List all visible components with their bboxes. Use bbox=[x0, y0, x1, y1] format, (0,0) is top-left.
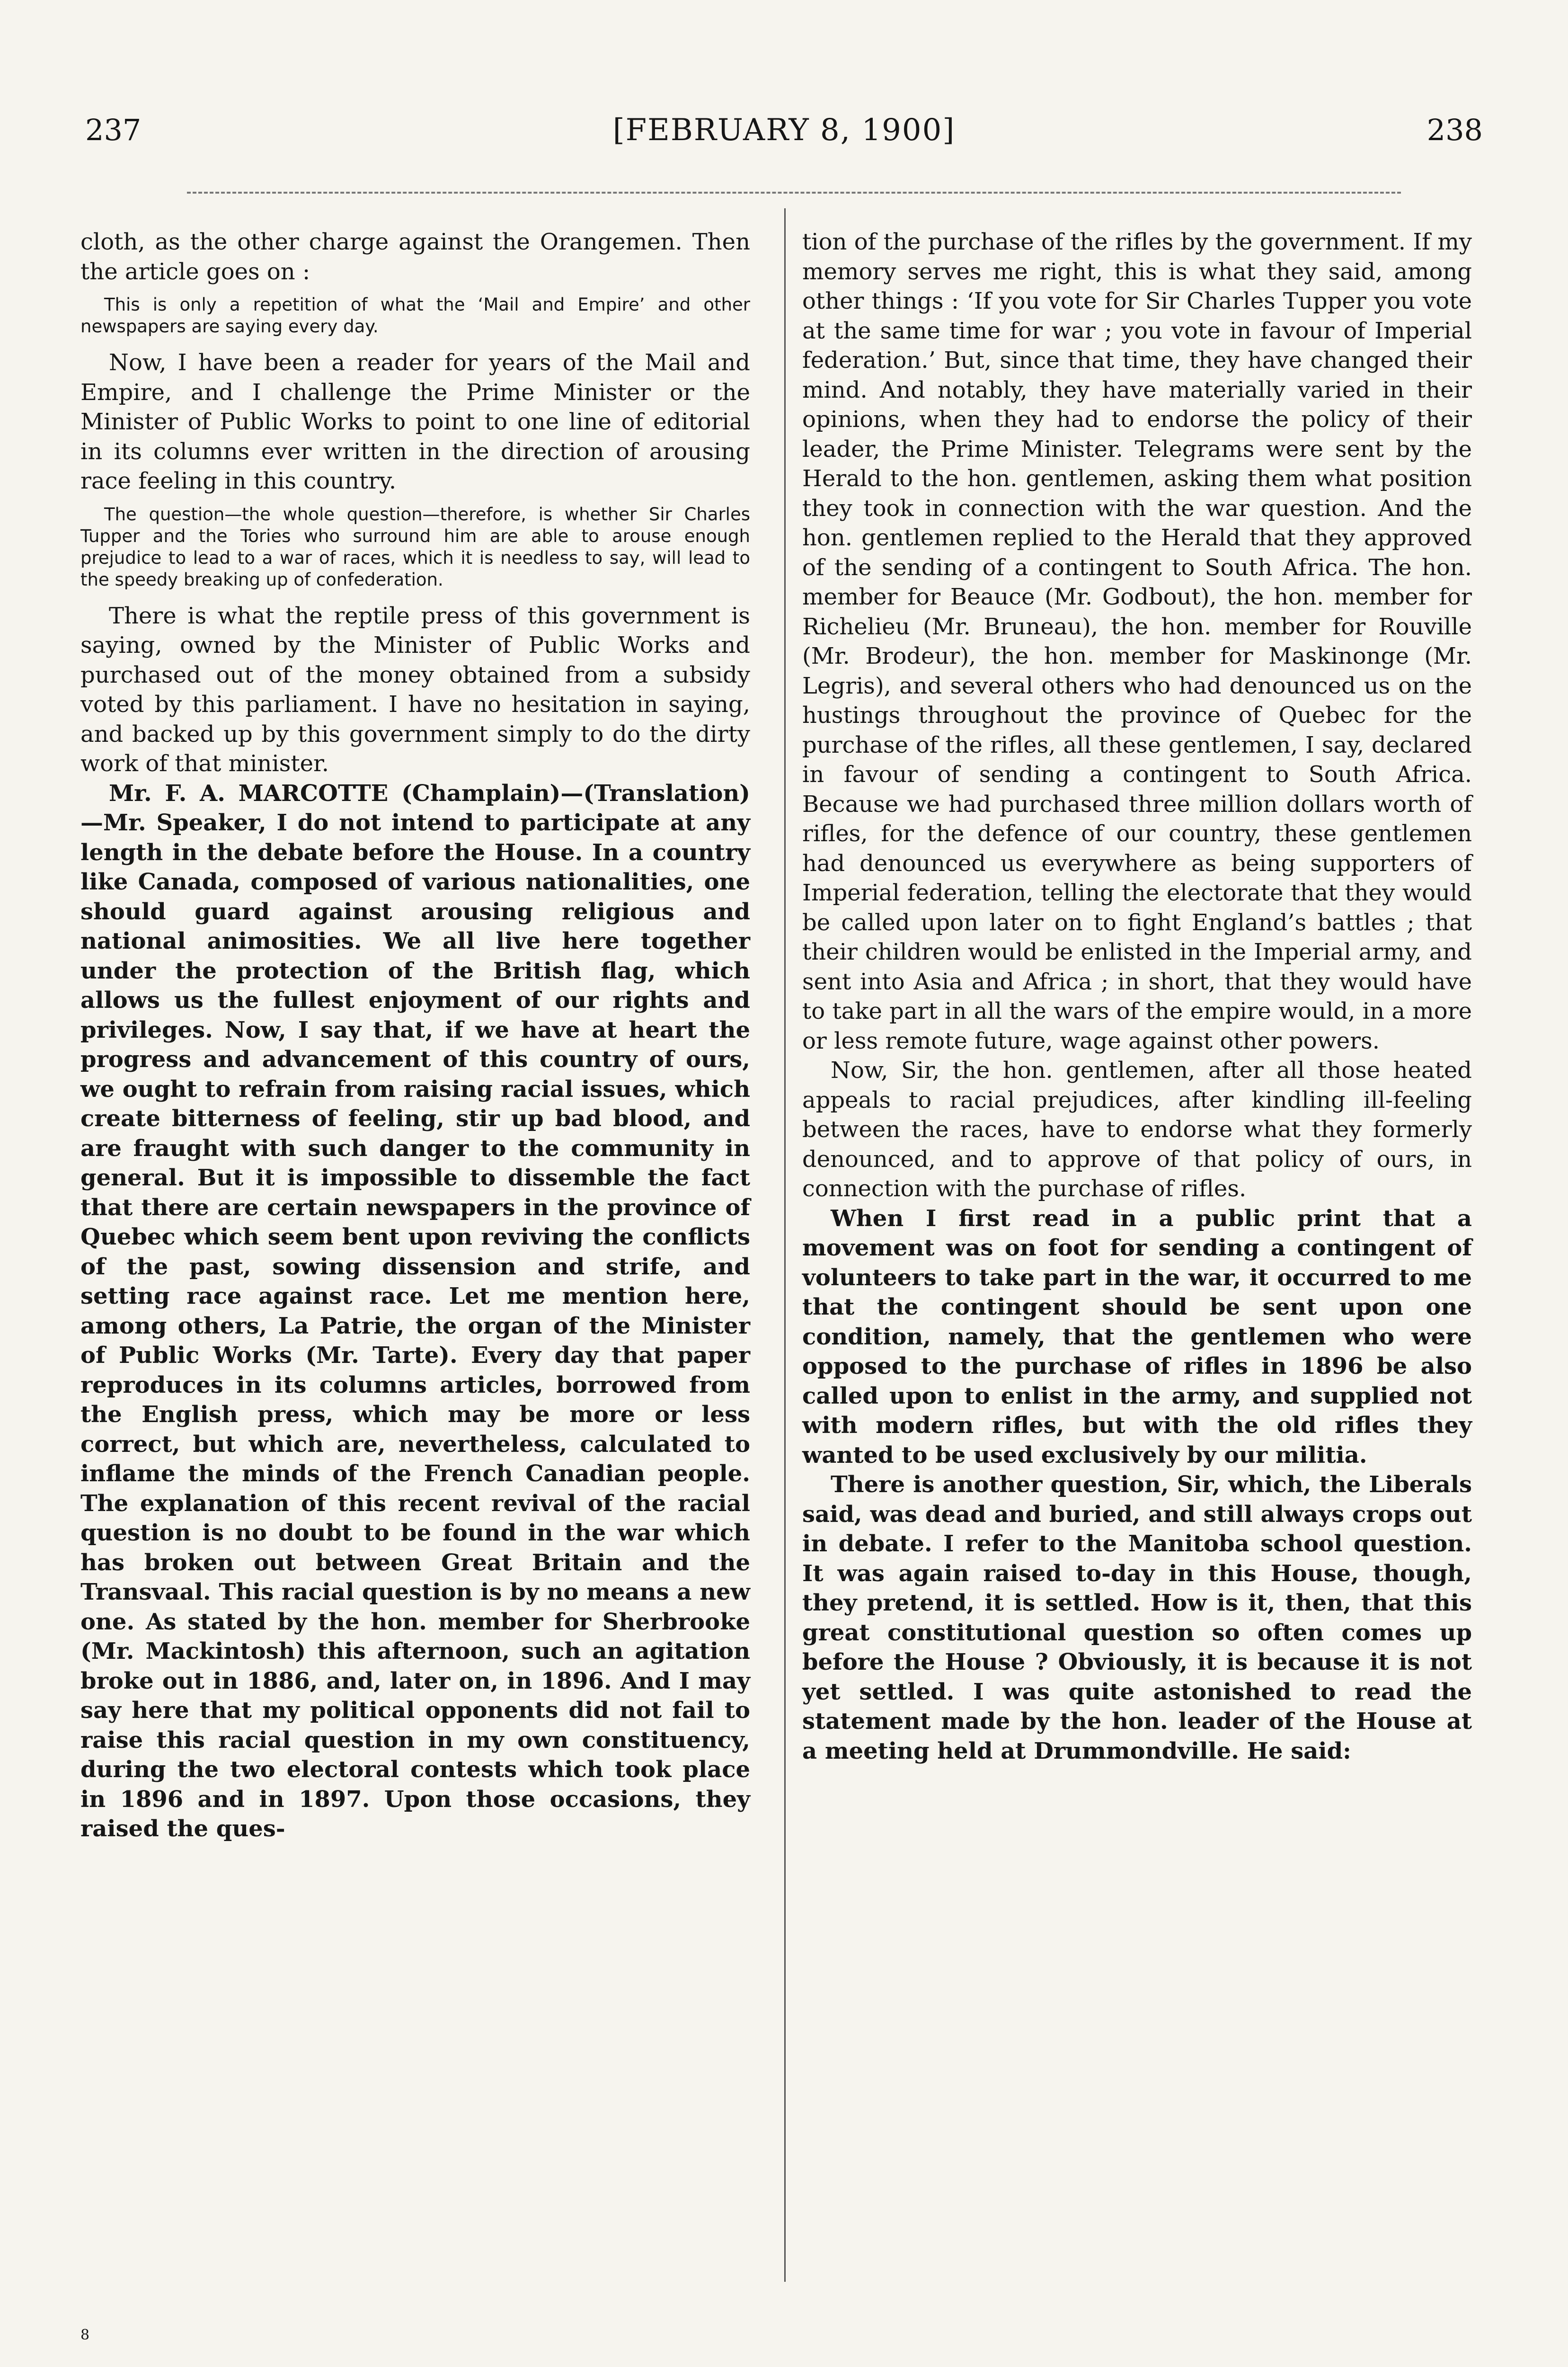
speech-paragraph: Mr. F. A. MARCOTTE (Champlain)—(Translation)—Mr. Speaker, I do not intend to participate at any length in the debate before the House. In a country like Canada, composed of various nationalities, one should guard against arousing religious and national animosities. We all live here together under the protection of the British flag, which allows us the fullest enjoyment of our rights and privileges. Now, I say that, if we have at heart the progress and advancement of this country of ours, we ought to refrain from raising racial issues, which create bitterness of feeling, stir up bad blood, and are fraught with such danger to the community in general. But it is impossible to dissemble the fact that there are certain newspapers in the province of Quebec which seem bent upon reviving the conflicts of the past, sowing dissension and strife, and setting race against race. Let me mention here, among others, La Patrie, the organ of the Minister of Public Works (Mr. Tarte). Every day that paper reproduces in its columns articles, borrowed from the English press, which may be more or less correct, but which are, nevertheless, calculated to inflame the minds of the French Canadian people. The explanation of this recent revival of the racial question is no doubt to be found in the war which has broken out between Great Britain and the Transvaal. This racial question is by no means a new one. As stated by the hon. member for Sherbrooke (Mr. Mackintosh) this afternoon, such an agitation broke out in 1886, and, later on, in 1896. And I may say here that my political opponents did not fail to raise this racial question in my own constituency, during the two electoral contests which took place in 1896 and in 1897. Upon those occasions, they raised the ques- bbox=[80, 780, 750, 1842]
left-column bbox=[80, 227, 750, 1844]
right-column bbox=[802, 227, 1472, 1766]
paragraph: cloth, as the other charge against the Orangemen. Then the article goes on : bbox=[80, 229, 750, 285]
paragraph: tion of the purchase of the rifles by the government. If my memory serves me right, this is what they said, among other things : ‘If you vote for Sir Charles Tupper you vote at the same time for war ; you vote in favour of Imperial federation.’ But, since that time, they have changed their mind. And notably, they have materially varied in their opinions, when they had to endorse the policy of their leader, the Prime Minister. Telegrams were sent by the Herald to the hon. gentlemen, asking them what position they took in connection with the war question. And the hon. gentlemen replied to the Herald that they approved of the sending of a contingent to South Africa. The hon. member for Beauce (Mr. Godbout), the hon. member for Richelieu (Mr. Bruneau), the hon. member for Rouville (Mr. Brodeur), the hon. member for Maskinonge (Mr. Legris), and several others who had denounced us on the hustings throughout the province of Quebec for the purchase of the rifles, all these gentlemen, I say, declared in favour of sending a contingent to South Africa. Because we had purchased three million dollars worth of rifles, for the defence of our country, these gentlemen had denounced us everywhere as being supporters of Imperial federation, telling the electorate that they would be called upon later on to fight England’s battles ; that their children would be enlisted in the Imperial army, and sent into Asia and Africa ; in short, that they would have to take part in all the wars of the empire would, in a more or less remote future, wage against other powers. bbox=[802, 229, 1472, 1054]
page-number-left: 237 bbox=[85, 113, 142, 147]
paragraph: There is what the reptile press of this government is saying, owned by the Minister of Public Works and purchased out of the money obtained from a subsidy voted by this parliament. I have no hesitation in saying, and backed up by this government simply to do the dirty work of that minister. bbox=[80, 602, 750, 777]
footer-mark: 8 bbox=[80, 2327, 90, 2343]
running-title: [FEBRUARY 8, 1900] bbox=[612, 113, 956, 148]
quotation: This is only a repetition of what the ‘Mail and Empire’ and other newspapers are saying every day. bbox=[80, 294, 750, 337]
page-header bbox=[0, 111, 1568, 159]
page-number-right: 238 bbox=[1426, 113, 1483, 147]
paragraph: Now, I have been a reader for years of the Mail and Empire, and I challenge the Prime Minister or the Minister of Public Works to point to one line of editorial in its columns ever written in the direction of arousing race feeling in this country. bbox=[80, 349, 750, 494]
header-rule bbox=[187, 192, 1401, 194]
paragraph: There is another question, Sir, which, the Liberals said, was dead and buried, and still always crops out in debate. I refer to the Manitoba school question. It was again raised to-day in this House, though, they pretend, it is settled. How is it, then, that this great constitutional question so often comes up before the House ? Obviously, it is because it is not yet settled. I was quite astonished to read the statement made by the hon. leader of the House at a meeting held at Drummondville. He said: bbox=[802, 1471, 1472, 1764]
quotation: The question—the whole question—therefore, is whether Sir Charles Tupper and the Tories who surround him are able to arouse enough prejudice to lead to a war of races, which it is needless to say, will lead to the speedy breaking up of confederation. bbox=[80, 504, 750, 590]
column-divider bbox=[784, 208, 786, 2282]
paragraph: Now, Sir, the hon. gentlemen, after all those heated appeals to racial prejudices, after kindling ill-feeling between the races, have to endorse what they formerly denounced, and to approve of that policy of ours, in connection with the purchase of rifles. bbox=[802, 1057, 1472, 1202]
paragraph: When I first read in a public print that a movement was on foot for sending a contingent of volunteers to take part in the war, it occurred to me that the contingent should be sent upon one condition, namely, that the gentlemen who were opposed to the purchase of rifles in 1896 be also called upon to enlist in the army, and supplied not with modern rifles, but with the old rifles they wanted to be used exclusively by our militia. bbox=[802, 1205, 1472, 1468]
